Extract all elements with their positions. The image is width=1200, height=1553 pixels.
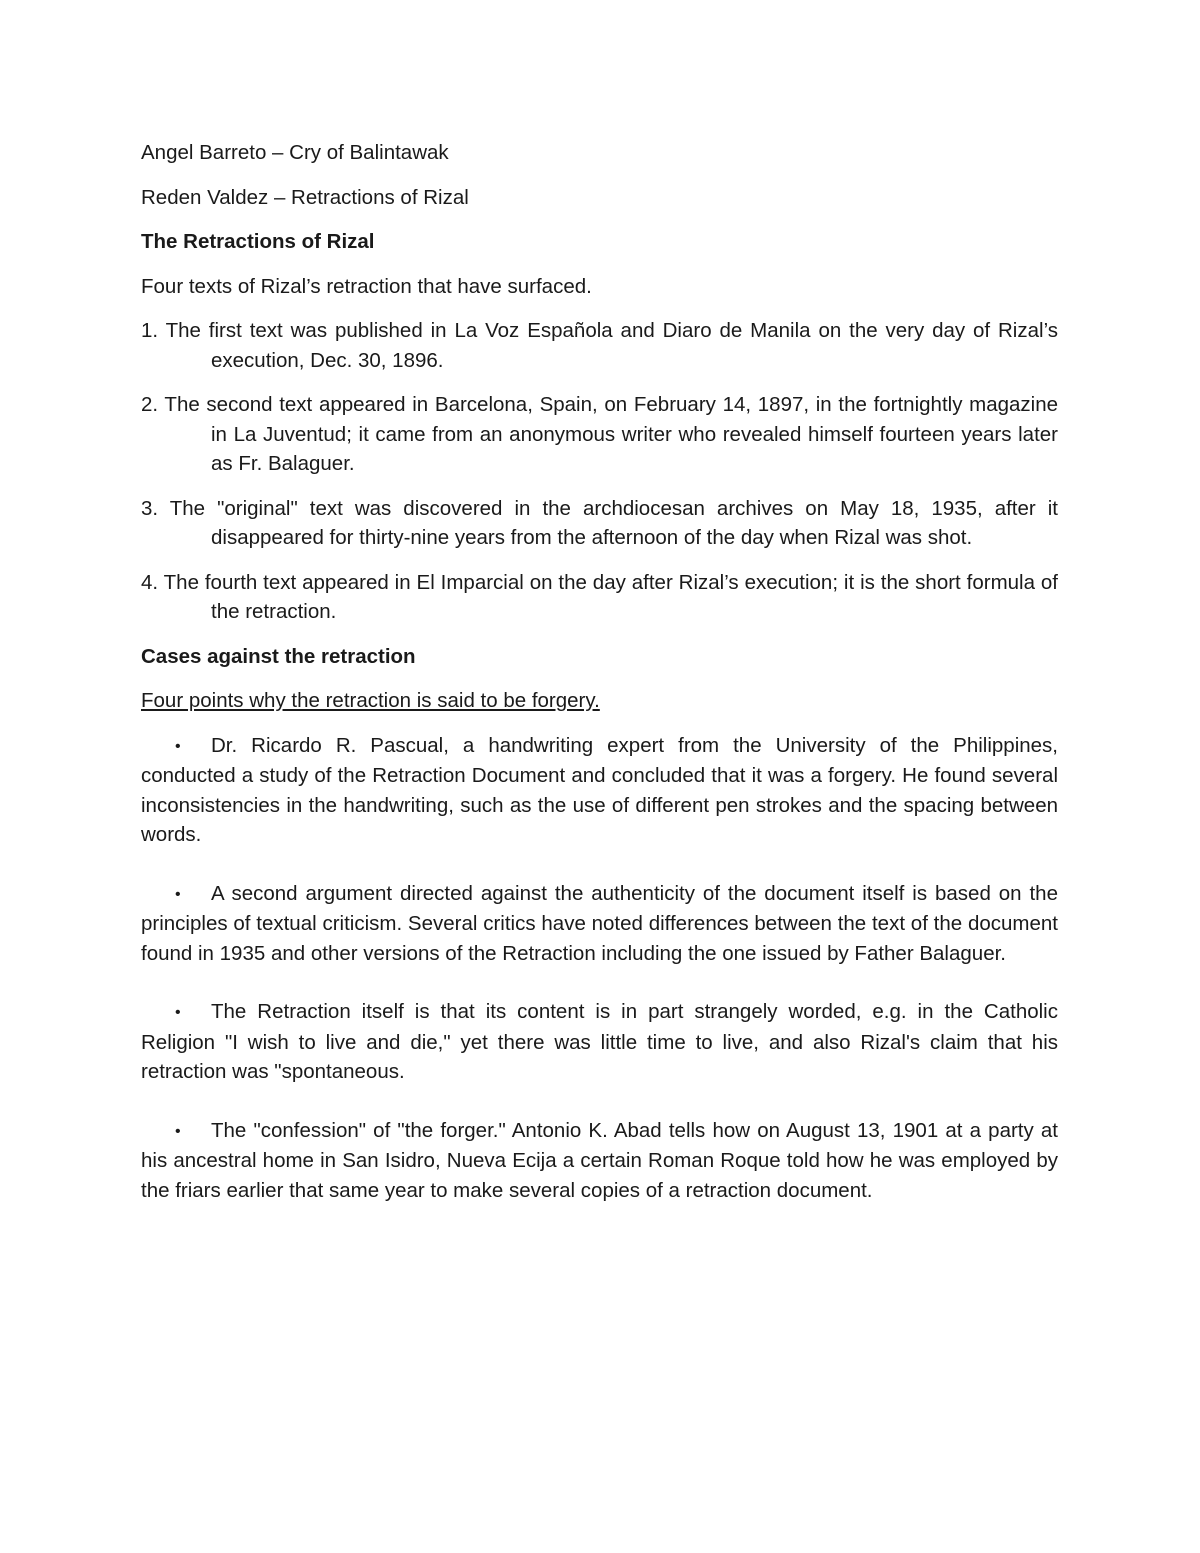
item-number: 4. xyxy=(141,570,164,594)
section-subtitle: Four points why the retraction is said to be forgery. xyxy=(141,689,600,712)
item-number: 2. xyxy=(141,393,165,416)
item-text: The first text was published in La Voz Española and Diaro de Manila on the very day of Rizal’s execution, Dec. 30, 1896. xyxy=(165,319,1059,372)
section-title-retractions: The Retractions of Rizal xyxy=(141,230,375,253)
numbered-item-2 xyxy=(141,390,1058,479)
item-number: 1. xyxy=(141,319,166,342)
header-line-1: Angel Barreto – Cry of Balintawak xyxy=(141,141,449,164)
bullet-item-3 xyxy=(141,997,1058,1087)
bullet-icon: • xyxy=(175,1004,181,1021)
bullet-icon: • xyxy=(175,885,181,903)
bullet-item-1 xyxy=(141,731,1058,850)
bullet-item-4 xyxy=(141,1116,1058,1206)
bullet-text: The Retraction itself is that its content is in part strangely worded, e.g. in the Catholic Religion "I wish to live and die," yet there was little time to live, and also Rizal's claim that his retraction was "spontaneous. xyxy=(141,1000,1058,1083)
bullet-icon: • xyxy=(175,737,181,755)
bullet-text: Dr. Ricardo R. Pascual, a handwriting expert from the University of the Philippines, conducted a study of the Retraction Document and concluded that it was a forgery. He found several inconsistencies in the handwriting, such as the use of different pen strokes and the spacing between words. xyxy=(141,733,1058,846)
item-text: The second text appeared in Barcelona, Spain, on February 14, 1897, in the fortnightly magazine in La Juventud; it came from an anonymous writer who revealed himself fourteen years later as Fr. Balaguer. xyxy=(164,393,1059,475)
bullet-item-2 xyxy=(141,879,1058,969)
numbered-item-1 xyxy=(141,316,1058,375)
section-title-cases: Cases against the retraction xyxy=(141,644,416,668)
item-text: The fourth text appeared in El Imparcial on the day after Rizal’s execution; it is the short formula of the retraction. xyxy=(163,570,1059,623)
numbered-item-4 xyxy=(141,568,1058,627)
bullet-icon: • xyxy=(175,1122,181,1140)
header-line-2: Reden Valdez – Retractions of Rizal xyxy=(141,185,469,209)
bullet-text: A second argument directed against the authenticity of the document itself is based on the principles of textual criticism. Several critics have noted differences between the text of the document found in 1935 and other versions of the Retraction including the one issued by Father Balaguer. xyxy=(141,881,1058,965)
document-page xyxy=(141,138,1058,1234)
bullet-text: The "confession" of "the forger." Antonio K. Abad tells how on August 13, 1901 at a party at his ancestral home in San Isidro, Nueva Ecija a certain Roman Roque told how he was employed by the friars earlier that same year to make several copies of a retraction document. xyxy=(141,1118,1058,1202)
item-text: The "original" text was discovered in the archdiocesan archives on May 18, 1935, after it disappeared for thirty-nine years from the afternoon of the day when Rizal was shot. xyxy=(169,496,1058,549)
item-number: 3. xyxy=(141,496,170,520)
section-intro: Four texts of Rizal’s retraction that have surfaced. xyxy=(141,274,592,298)
numbered-item-3 xyxy=(141,494,1058,553)
